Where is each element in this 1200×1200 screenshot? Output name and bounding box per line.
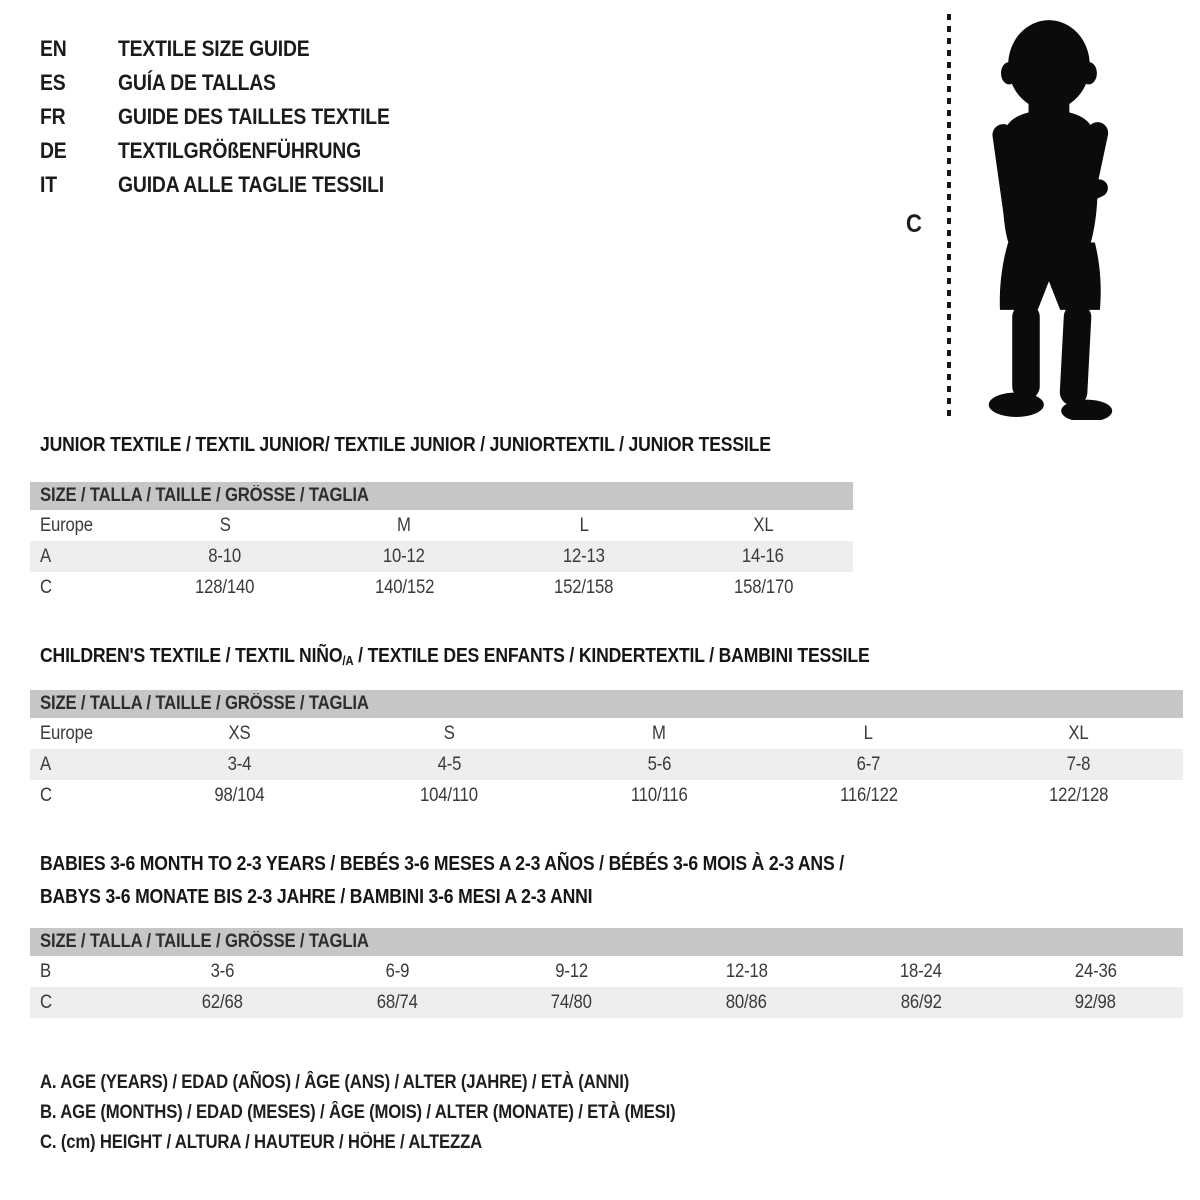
cell-value	[494, 546, 674, 568]
language-code-text: IT	[40, 172, 57, 197]
cell-value-text: S	[219, 514, 231, 536]
junior-size-table	[30, 482, 853, 603]
language-label-text: GUIDE DES TAILLES TEXTILE	[118, 104, 390, 129]
size-header-label: SIZE / TALLA / TAILLE / GRÖSSE / TAGLIA	[40, 485, 369, 506]
cell-value-text: XL	[1068, 722, 1089, 744]
cell-value	[135, 577, 315, 599]
cell-value-text: 140/152	[374, 576, 434, 598]
cell-value-text: 158/170	[733, 576, 793, 598]
legend-line-text: A. AGE (YEARS) / EDAD (AÑOS) / ÂGE (ANS) / ALTER (JAHRE) / ETÀ (ANNI)	[40, 1072, 630, 1093]
cell-value-text: 24-36	[1074, 960, 1117, 982]
children-section-title	[40, 645, 983, 668]
cell-value-text: 86/92	[900, 991, 942, 1013]
size-header-bar	[30, 928, 1183, 956]
table-row	[30, 956, 1183, 987]
row-label	[30, 785, 135, 807]
cell-value	[674, 546, 854, 568]
cell-value-text: 74/80	[551, 991, 593, 1013]
cell-value	[674, 577, 854, 599]
language-label	[118, 104, 427, 130]
legend-line-age-years	[40, 1072, 710, 1094]
cell-value	[135, 961, 310, 983]
cell-value	[135, 785, 345, 807]
language-label	[118, 70, 297, 96]
language-row	[40, 66, 427, 100]
cell-value-text: L	[579, 514, 589, 536]
cell-value	[315, 577, 495, 599]
cell-value	[764, 785, 974, 807]
babies-section-title-line1-text: BABIES 3-6 MONTH TO 2-3 YEARS / BEBÉS 3-6 MESES A 2-3 AÑOS / BÉBÉS 3-6 MOIS À 2-3 ANS /	[40, 853, 844, 875]
children-size-table	[30, 690, 1183, 811]
language-code	[40, 70, 118, 96]
language-label	[118, 172, 420, 198]
language-label-text: TEXTILE SIZE GUIDE	[118, 36, 310, 61]
language-title-list	[40, 32, 427, 202]
cell-value-text: 7-8	[1066, 753, 1090, 775]
junior-section-title-text: JUNIOR TEXTILE / TEXTIL JUNIOR/ TEXTILE JUNIOR / JUNIORTEXTIL / JUNIOR TESSILE	[40, 434, 771, 456]
row-label-text: C	[40, 576, 52, 598]
babies-section-title-line2	[40, 886, 668, 909]
cell-value	[135, 546, 315, 568]
language-row	[40, 32, 427, 66]
language-label-text: GUÍA DE TALLAS	[118, 70, 276, 95]
children-title-pre: CHILDREN'S TEXTILE / TEXTIL NIÑO	[40, 645, 343, 667]
cell-value	[345, 785, 555, 807]
cell-value	[834, 992, 1009, 1014]
children-title-post: / TEXTILE DES ENFANTS / KINDERTEXTIL / BAMBINI TESSILE	[353, 645, 870, 667]
cell-value-text: 12-18	[725, 960, 768, 982]
babies-size-table	[30, 928, 1183, 1018]
row-label	[30, 961, 135, 983]
cell-value	[310, 992, 485, 1014]
cell-value	[1008, 992, 1183, 1014]
cell-value-text: 128/140	[195, 576, 255, 598]
cell-value	[764, 723, 974, 745]
height-measure-dashed-line	[947, 14, 951, 418]
babies-section-title-line1	[40, 853, 954, 876]
cell-value-text: 14-16	[742, 545, 785, 567]
language-code-text: DE	[40, 138, 67, 163]
cell-value	[135, 515, 315, 537]
cell-value-text: 4-5	[437, 753, 462, 775]
cell-value-text: 80/86	[725, 991, 767, 1013]
cell-value-text: S	[443, 722, 455, 744]
row-label	[30, 723, 135, 745]
height-measure-label-text: C	[906, 210, 922, 238]
language-code	[40, 36, 118, 62]
language-code-text: FR	[40, 104, 66, 129]
language-code	[40, 104, 118, 130]
cell-value	[484, 992, 659, 1014]
babies-section-title-line2-text: BABYS 3-6 MONATE BIS 2-3 JAHRE / BAMBINI 3-6 MESI A 2-3 ANNI	[40, 886, 593, 908]
cell-value	[554, 785, 764, 807]
cell-value	[135, 754, 345, 776]
row-label-text: A	[40, 545, 51, 567]
cell-value-text: 5-6	[647, 753, 671, 775]
cell-value	[345, 723, 555, 745]
children-section-title-text	[40, 645, 870, 668]
row-label-text: C	[40, 991, 52, 1013]
size-header-bar	[30, 690, 1183, 718]
language-label	[118, 138, 394, 164]
cell-value-text: XL	[753, 514, 774, 536]
size-header-label: SIZE / TALLA / TAILLE / GRÖSSE / TAGLIA	[40, 693, 369, 714]
table-row	[30, 987, 1183, 1018]
cell-value	[310, 961, 485, 983]
row-label	[30, 577, 135, 599]
legend-line-age-months	[40, 1102, 762, 1124]
row-label-text: C	[40, 784, 52, 806]
cell-value	[834, 961, 1009, 983]
cell-value-text: 9-12	[555, 960, 589, 982]
cell-value	[554, 723, 764, 745]
cell-value-text: 98/104	[214, 784, 265, 806]
language-code-text: EN	[40, 36, 67, 61]
cell-value-text: 122/128	[1048, 784, 1108, 806]
row-label	[30, 992, 135, 1014]
cell-value-text: 8-10	[208, 545, 242, 567]
table-row	[30, 749, 1183, 780]
cell-value-text: M	[652, 722, 666, 744]
cell-value-text: 3-4	[227, 753, 252, 775]
cell-value	[659, 992, 834, 1014]
cell-value	[135, 723, 345, 745]
language-label-text: TEXTILGRÖßENFÜHRUNG	[118, 138, 361, 163]
cell-value	[973, 754, 1183, 776]
cell-value	[973, 785, 1183, 807]
cell-value	[494, 515, 674, 537]
cell-value	[135, 992, 310, 1014]
language-row	[40, 168, 427, 202]
size-header-label: SIZE / TALLA / TAILLE / GRÖSSE / TAGLIA	[40, 931, 369, 952]
language-code	[40, 138, 118, 164]
cell-value-text: 12-13	[562, 545, 605, 567]
cell-value	[764, 754, 974, 776]
language-code	[40, 172, 118, 198]
height-measure-label	[906, 210, 924, 239]
legend-line-text: B. AGE (MONTHS) / EDAD (MESES) / ÂGE (MOIS) / ALTER (MONATE) / ETÀ (MESI)	[40, 1102, 676, 1123]
cell-value	[494, 577, 674, 599]
table-row	[30, 510, 853, 541]
table-row	[30, 541, 853, 572]
table-row	[30, 572, 853, 603]
cell-value-text: 62/68	[201, 991, 243, 1013]
cell-value-text: 10-12	[383, 545, 426, 567]
cell-value	[315, 515, 495, 537]
children-title-sub: /A	[342, 653, 354, 668]
legend-line-text: C. (cm) HEIGHT / ALTURA / HAUTEUR / HÖHE / ALTEZZA	[40, 1132, 483, 1153]
language-label	[118, 36, 336, 62]
language-code-text: ES	[40, 70, 66, 95]
cell-value-text: 92/98	[1075, 991, 1117, 1013]
cell-value-text: XS	[228, 722, 251, 744]
row-label-text: Europe	[40, 514, 93, 536]
language-row	[40, 100, 427, 134]
cell-value-text: 18-24	[900, 960, 942, 982]
junior-section-title	[40, 434, 870, 457]
cell-value	[484, 961, 659, 983]
cell-value-text: 3-6	[210, 960, 235, 982]
cell-value-text: 110/116	[630, 784, 688, 806]
cell-value-text: 68/74	[376, 991, 418, 1013]
cell-value	[659, 961, 834, 983]
cell-value	[315, 546, 495, 568]
row-label-text: B	[40, 960, 51, 982]
cell-value-text: 104/110	[420, 784, 479, 806]
cell-value-text: 6-9	[385, 960, 409, 982]
cell-value-text: M	[397, 514, 412, 536]
row-label-text: A	[40, 753, 51, 775]
cell-value-text: 6-7	[856, 753, 881, 775]
row-label	[30, 754, 135, 776]
legend-line-height-cm	[40, 1132, 542, 1154]
cell-value	[674, 515, 854, 537]
baby-silhouette-icon	[962, 12, 1142, 420]
size-header-bar	[30, 482, 853, 510]
table-row	[30, 718, 1183, 749]
cell-value	[973, 723, 1183, 745]
cell-value	[345, 754, 555, 776]
language-row	[40, 134, 427, 168]
row-label	[30, 515, 135, 537]
cell-value-text: L	[864, 722, 874, 744]
row-label	[30, 546, 135, 568]
table-row	[30, 780, 1183, 811]
cell-value-text: 152/158	[554, 576, 614, 598]
language-label-text: GUIDA ALLE TAGLIE TESSILI	[118, 172, 384, 197]
cell-value-text: 116/122	[839, 784, 898, 806]
cell-value	[554, 754, 764, 776]
cell-value	[1008, 961, 1183, 983]
row-label-text: Europe	[40, 722, 93, 744]
